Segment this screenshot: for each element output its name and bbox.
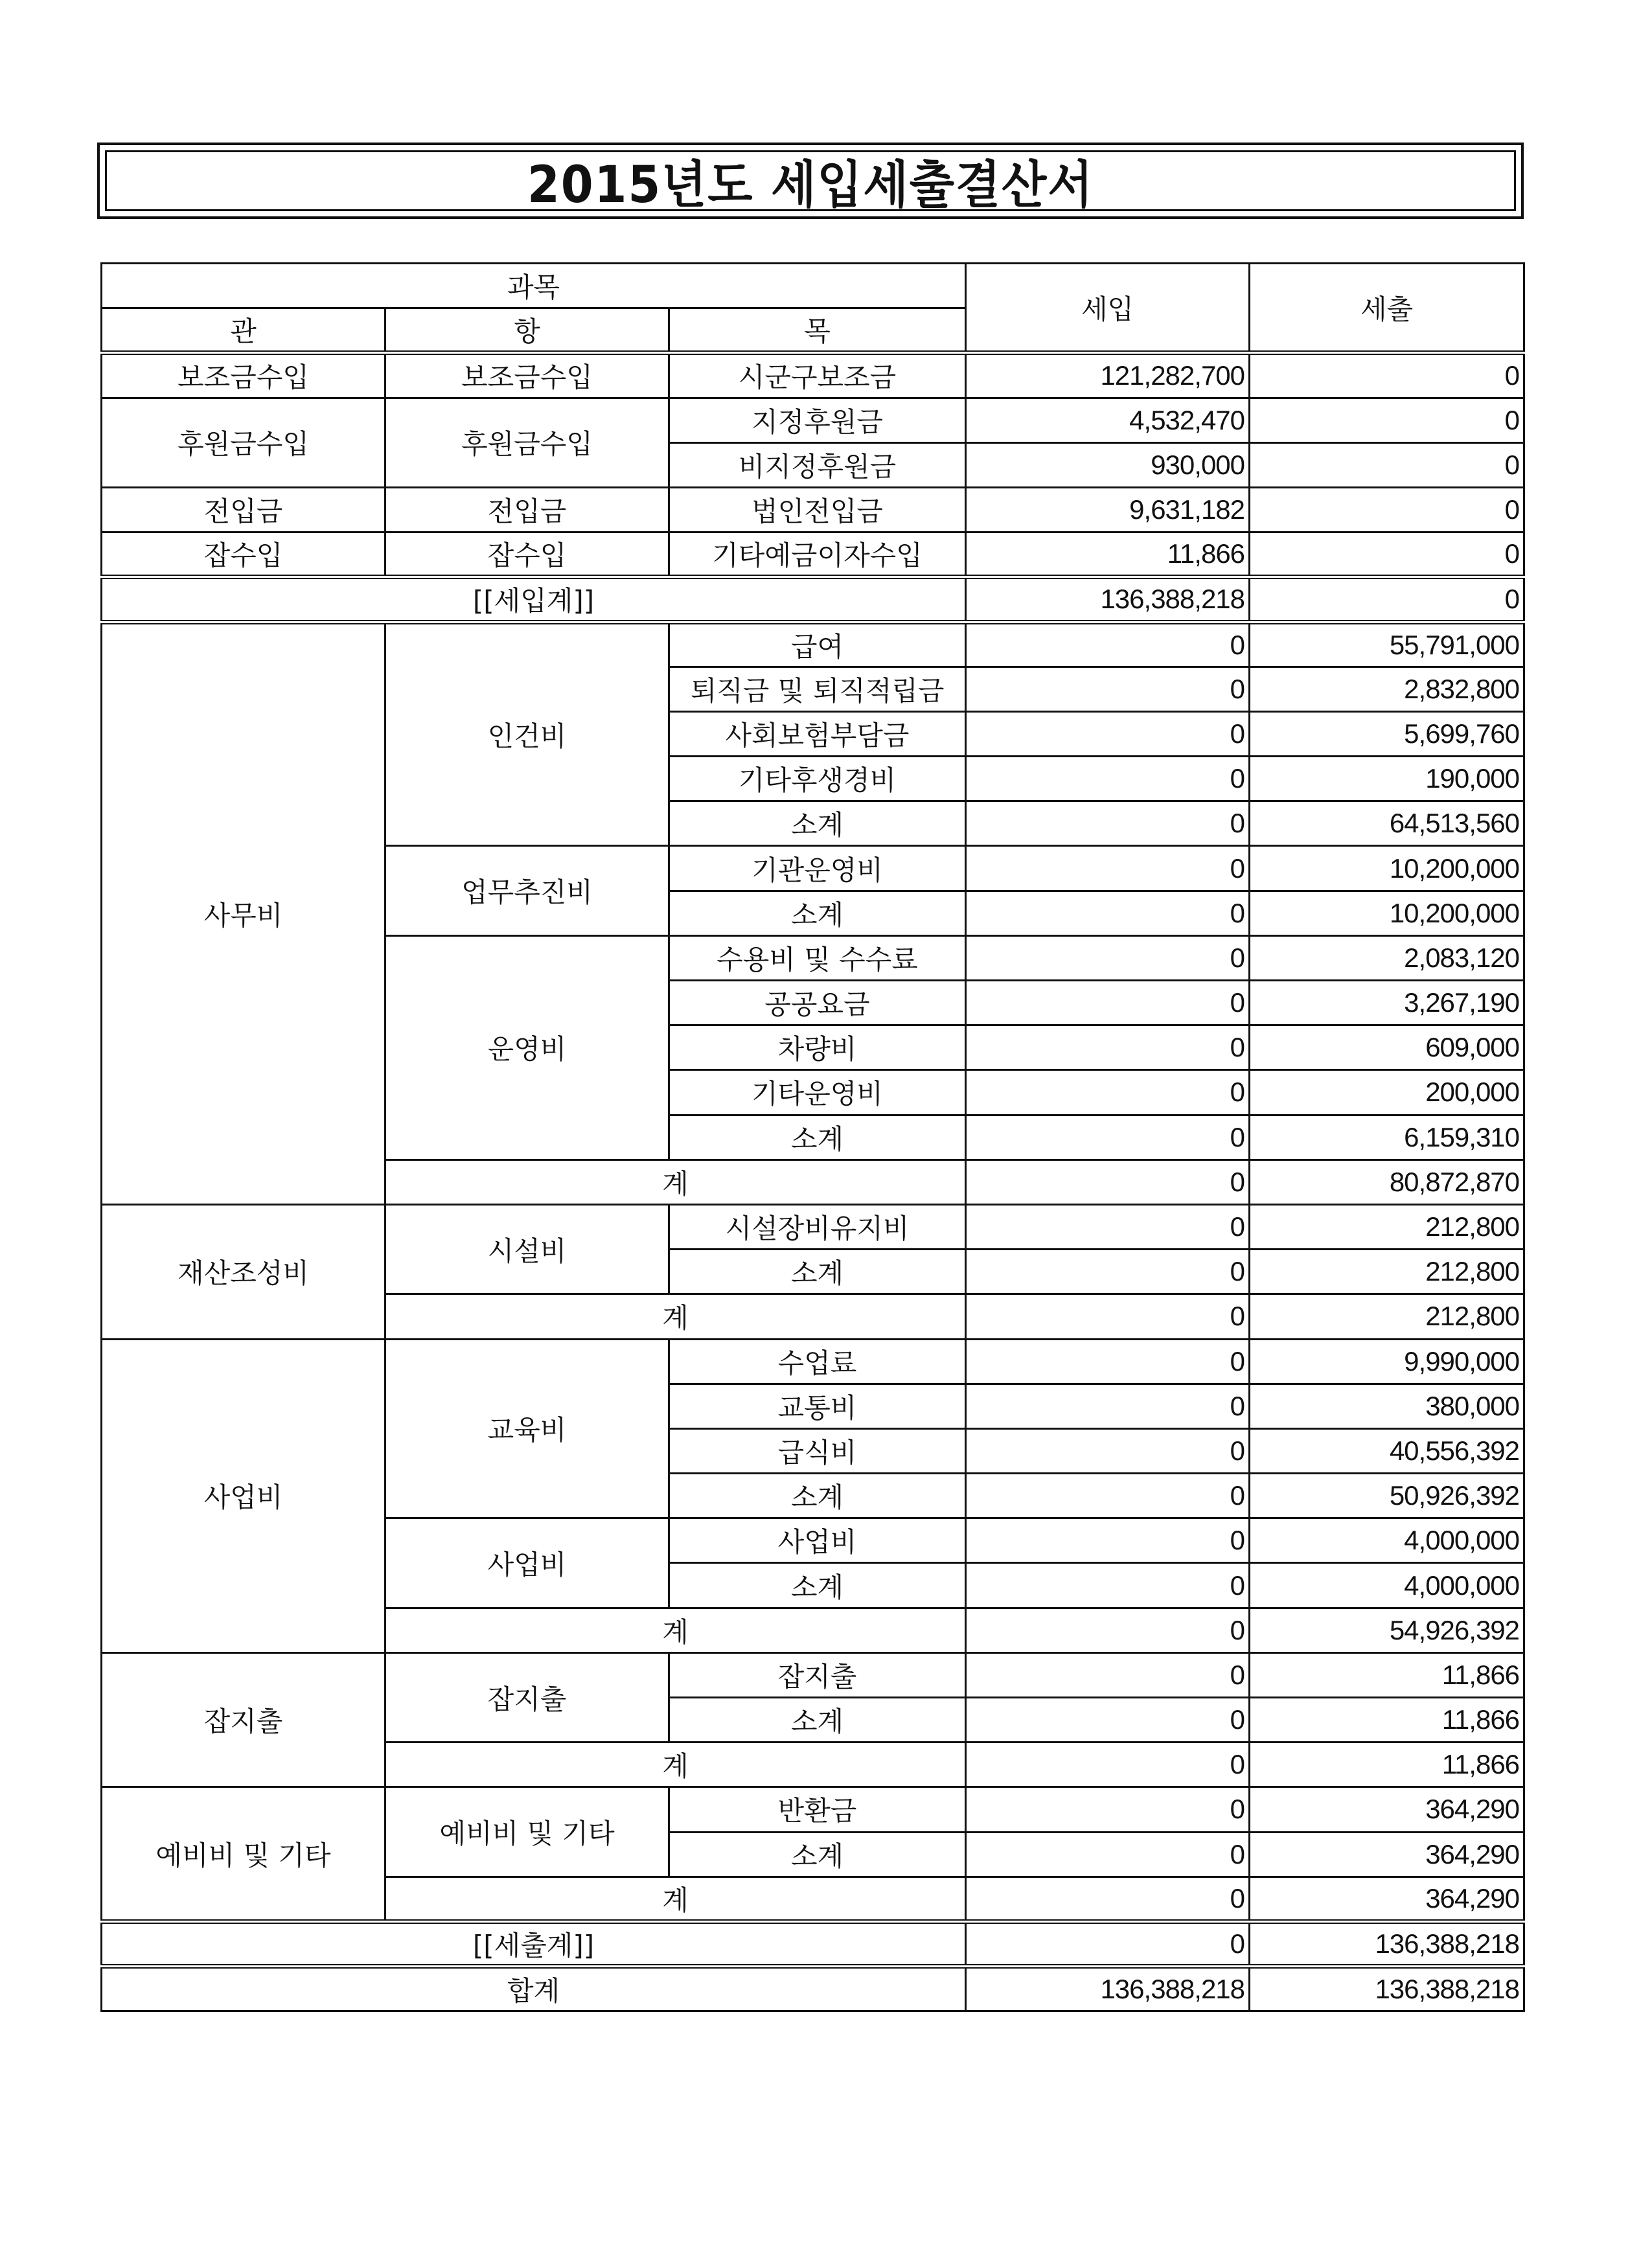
expense-cell: 55,791,000 [1250,622,1524,667]
mok-cell: 소계 [669,1698,966,1742]
income-cell: 0 [966,1115,1250,1160]
income-cell: 0 [966,667,1250,711]
income-cell: 0 [966,622,1250,667]
page-title: 2015년도 세입세출결산서 [527,156,1094,214]
title-frame [97,143,1524,219]
expense-cell: 0 [1250,532,1524,577]
expense-total-row [102,1921,1524,1966]
mok-cell: 공공요금 [669,981,966,1025]
mok-cell: 퇴직금 및 퇴직적립금 [669,667,966,711]
expense-cell: 10,200,000 [1250,846,1524,891]
income-cell: 0 [966,935,1250,980]
income-cell: 4,532,470 [966,398,1250,442]
expense-cell: 364,290 [1250,1787,1524,1832]
income-cell: 0 [966,1025,1250,1070]
expense-cell: 3,267,190 [1250,981,1524,1025]
income-cell: 0 [966,1339,1250,1384]
expense-cell: 40,556,392 [1250,1428,1524,1473]
expense-cell: 11,866 [1250,1652,1524,1697]
expense-cell: 0 [1250,487,1524,532]
income-cell: 0 [966,1384,1250,1428]
income-cell: 0 [966,1070,1250,1115]
mok-cell: 소계 [669,1563,966,1608]
table-row [102,398,1524,442]
income-cell: 0 [966,1563,1250,1608]
grand-total-row [102,1967,1524,2011]
income-cell: 0 [966,1204,1250,1249]
expense-cell: 50,926,392 [1250,1474,1524,1518]
table-row [102,1787,1524,1832]
income-cell: 0 [966,1877,1250,1921]
mok-cell: 차량비 [669,1025,966,1070]
expense-cell: 2,083,120 [1250,935,1524,980]
expense-cell: 4,000,000 [1250,1563,1524,1608]
header-hang: 항 [385,308,669,353]
gwan-cell: 전입금 [102,487,385,532]
total-label: 계 [385,1742,966,1787]
income-cell: 0 [966,891,1250,935]
gwan-cell: 잡수입 [102,532,385,577]
income-cell: 0 [966,1652,1250,1697]
total-label: 계 [385,1877,966,1921]
income-cell: 0 [966,801,1250,846]
mok-cell: 소계 [669,891,966,935]
total-label: 계 [385,1608,966,1652]
expense-cell: 0 [1250,442,1524,487]
gwan-cell: 후원금수입 [102,398,385,487]
mok-cell: 사회보험부담금 [669,711,966,756]
expense-cell: 0 [1250,398,1524,442]
expense-cell: 364,290 [1250,1832,1524,1877]
grand-total-expense: 136,388,218 [1250,1967,1524,2011]
income-cell: 0 [966,1160,1250,1204]
table-row [102,1204,1524,1249]
total-label: 계 [385,1160,966,1204]
gwan-cell: 사업비 [102,1339,385,1652]
header-gwan: 관 [102,308,385,353]
mok-cell: 기관운영비 [669,846,966,891]
expense-cell: 200,000 [1250,1070,1524,1115]
gwan-cell: 재산조성비 [102,1204,385,1339]
income-cell: 0 [966,1294,1250,1339]
income-cell: 121,282,700 [966,353,1250,398]
hang-cell: 시설비 [385,1204,669,1294]
mok-cell: 법인전입금 [669,487,966,532]
mok-cell: 수업료 [669,1339,966,1384]
expense-cell: 0 [1250,353,1524,398]
mok-cell: 시설장비유지비 [669,1204,966,1249]
gwan-cell: 잡지출 [102,1652,385,1787]
table-row [102,532,1524,577]
income-total-label: [[세입계]] [102,577,966,622]
title-inner-frame [105,150,1516,214]
gwan-cell: 예비비 및 기타 [102,1787,385,1922]
gwan-cell: 사무비 [102,622,385,1204]
expense-cell: 380,000 [1250,1384,1524,1428]
income-cell: 0 [966,1608,1250,1652]
income-cell: 0 [966,1742,1250,1787]
expense-cell: 6,159,310 [1250,1115,1524,1160]
mok-cell: 수용비 및 수수료 [669,935,966,980]
table-row [102,487,1524,532]
hang-cell: 잡수입 [385,532,669,577]
hang-cell: 운영비 [385,935,669,1160]
mok-cell: 소계 [669,801,966,846]
expense-cell: 64,513,560 [1250,801,1524,846]
header-expense: 세출 [1250,264,1524,353]
mok-cell: 소계 [669,1250,966,1294]
income-cell: 0 [966,981,1250,1025]
expense-cell: 2,832,800 [1250,667,1524,711]
income-total-income: 136,388,218 [966,577,1250,622]
header-income: 세입 [966,264,1250,353]
mok-cell: 사업비 [669,1518,966,1563]
grand-total-label: 합계 [102,1967,966,2011]
income-cell: 0 [966,846,1250,891]
mok-cell: 반환금 [669,1787,966,1832]
income-cell: 0 [966,1832,1250,1877]
grand-total-income: 136,388,218 [966,1967,1250,2011]
mok-cell: 교통비 [669,1384,966,1428]
table-row [102,1339,1524,1384]
total-label: 계 [385,1294,966,1339]
hang-cell: 후원금수입 [385,398,669,487]
mok-cell: 급여 [669,622,966,667]
gwan-cell: 보조금수입 [102,353,385,398]
hang-cell: 예비비 및 기타 [385,1787,669,1877]
table-row [102,353,1524,398]
hang-cell: 업무추진비 [385,846,669,935]
table-row [102,1652,1524,1697]
income-cell: 0 [966,1787,1250,1832]
income-cell: 0 [966,1474,1250,1518]
mok-cell: 소계 [669,1474,966,1518]
income-cell: 930,000 [966,442,1250,487]
income-total-row [102,577,1524,622]
mok-cell: 시군구보조금 [669,353,966,398]
header-mok: 목 [669,308,966,353]
income-cell: 0 [966,711,1250,756]
hang-cell: 전입금 [385,487,669,532]
expense-cell: 10,200,000 [1250,891,1524,935]
expense-cell: 4,000,000 [1250,1518,1524,1563]
expense-cell: 54,926,392 [1250,1608,1524,1652]
expense-total-expense: 136,388,218 [1250,1921,1524,1966]
mok-cell: 기타후생경비 [669,757,966,801]
hang-cell: 인건비 [385,622,669,846]
mok-cell: 비지정후원금 [669,442,966,487]
mok-cell: 기타예금이자수입 [669,532,966,577]
income-cell: 9,631,182 [966,487,1250,532]
expense-cell: 212,800 [1250,1294,1524,1339]
expense-cell: 212,800 [1250,1250,1524,1294]
table-row [102,622,1524,667]
expense-total-income: 0 [966,1921,1250,1966]
expense-cell: 11,866 [1250,1742,1524,1787]
mok-cell: 소계 [669,1832,966,1877]
mok-cell: 지정후원금 [669,398,966,442]
expense-total-label: [[세출계]] [102,1921,966,1966]
hang-cell: 교육비 [385,1339,669,1518]
mok-cell: 기타운영비 [669,1070,966,1115]
mok-cell: 소계 [669,1115,966,1160]
expense-cell: 364,290 [1250,1877,1524,1921]
hang-cell: 사업비 [385,1518,669,1608]
income-cell: 0 [966,1428,1250,1473]
expense-cell: 609,000 [1250,1025,1524,1070]
income-cell: 11,866 [966,532,1250,577]
header-row [102,264,1524,308]
header-subject: 과목 [102,264,966,308]
expense-cell: 80,872,870 [1250,1160,1524,1204]
income-cell: 0 [966,1518,1250,1563]
mok-cell: 급식비 [669,1428,966,1473]
expense-cell: 11,866 [1250,1698,1524,1742]
income-cell: 0 [966,1250,1250,1294]
expense-cell: 5,699,760 [1250,711,1524,756]
mok-cell: 잡지출 [669,1652,966,1697]
expense-cell: 9,990,000 [1250,1339,1524,1384]
income-cell: 0 [966,1698,1250,1742]
expense-cell: 212,800 [1250,1204,1524,1249]
income-cell: 0 [966,757,1250,801]
hang-cell: 보조금수입 [385,353,669,398]
income-total-expense: 0 [1250,577,1524,622]
hang-cell: 잡지출 [385,1652,669,1742]
expense-cell: 190,000 [1250,757,1524,801]
settlement-table [100,262,1525,2012]
